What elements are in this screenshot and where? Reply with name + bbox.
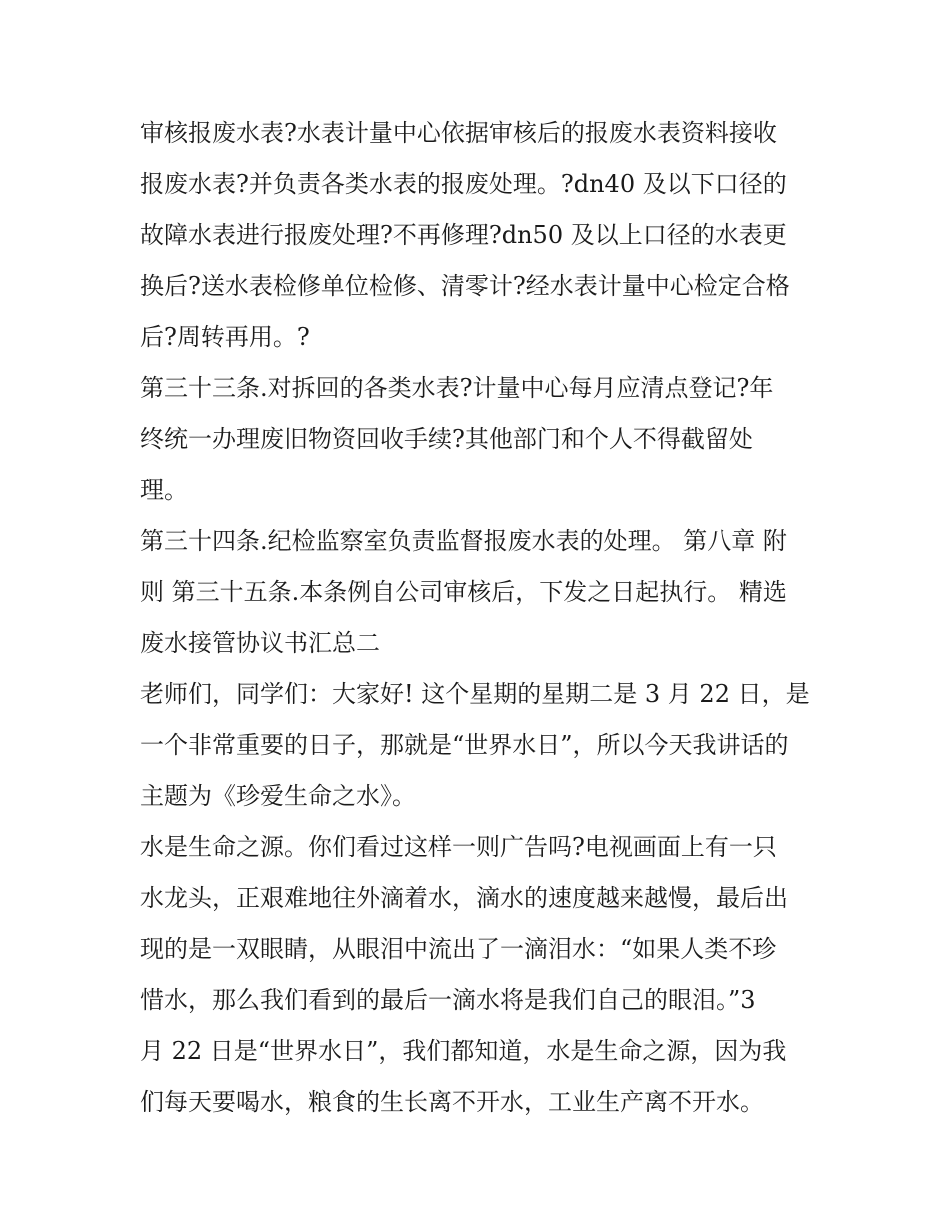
text-line: 老师们，同学们：大家好! 这个星期的星期二是 3 月 22 日，是 [140, 680, 810, 708]
text-line: 月 22 日是“世界水日”，我们都知道，水是生命之源，因为我 [140, 1037, 787, 1065]
text-line: 终统一办理废旧物资回收手续?其他部门和个人不得截留处 [140, 425, 753, 453]
text-line: 主题为《珍爱生命之水》。 [140, 782, 416, 810]
text-line: 审核报废水表?水表计量中心依据审核后的报废水表资料接收 [140, 119, 777, 147]
text-line: 第三十三条.对拆回的各类水表?计量中心每月应清点登记?年 [140, 374, 774, 402]
text-line: 惜水，那么我们看到的最后一滴水将是我们自己的眼泪。”3 [140, 986, 756, 1014]
text-line: 们每天要喝水，粮食的生长离不开水，工业生产离不开水。 [140, 1088, 764, 1116]
text-line: 理。 [140, 476, 188, 504]
text-line: 现的是一双眼睛，从眼泪中流出了一滴泪水：“如果人类不珍 [140, 935, 777, 963]
text-line: 后?周转再用。? [140, 323, 310, 351]
text-line: 报废水表?并负责各类水表的报废处理。?dn40 及以下口径的 [140, 170, 787, 198]
document-body [140, 108, 820, 1128]
text-line: 水龙头，正艰难地往外滴着水，滴水的速度越来越慢，最后出 [140, 884, 788, 912]
text-line: 则 第三十五条.本条例自公司审核后，下发之日起执行。 精选 [140, 578, 787, 606]
text-line: 故障水表进行报废处理?不再修理?dn50 及以上口径的水表更 [140, 221, 787, 249]
text-line: 第三十四条.纪检监察室负责监督报废水表的处理。 第八章 附 [140, 527, 787, 555]
text-line: 水是生命之源。你们看过这样一则广告吗?电视画面上有一只 [140, 833, 777, 861]
text-line: 废水接管协议书汇总二 [140, 629, 380, 657]
text-line: 换后?送水表检修单位检修、清零计?经水表计量中心检定合格 [140, 272, 790, 300]
text-line: 一个非常重要的日子，那就是“世界水日”，所以今天我讲话的 [140, 731, 789, 759]
